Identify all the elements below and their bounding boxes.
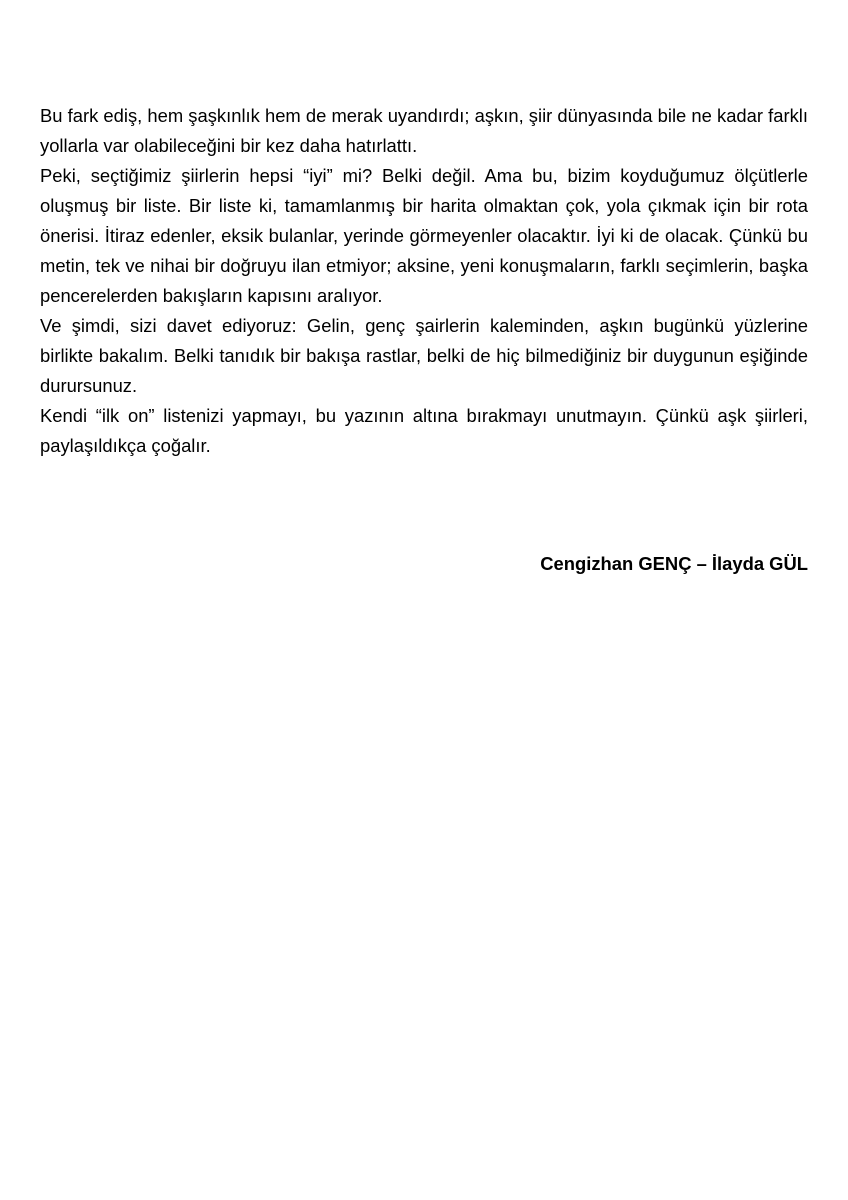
- author-signature: Cengizhan GENÇ – İlayda GÜL: [540, 553, 808, 574]
- body-text: [40, 101, 808, 461]
- paragraph-3: Ve şimdi, sizi davet ediyoruz: Gelin, genç şairlerin kaleminden, aşkın bugünkü yüzlerine birlikte bakalım. Belki tanıdık bir bakışa rastlar, belki de hiç bilmediğiniz bir duygunun eşiğinde durursunuz.: [40, 315, 808, 396]
- paragraph-1: Bu fark ediş, hem şaşkınlık hem de merak uyandırdı; aşkın, şiir dünyasında bile ne kadar farklı yollarla var olabileceğini bir kez daha hatırlattı.: [40, 105, 808, 156]
- paragraph-4: Kendi “ilk on” listenizi yapmayı, bu yazının altına bırakmayı unutmayın. Çünkü aşk şiirleri, paylaşıldıkça çoğalır.: [40, 405, 808, 456]
- paragraph-2: Peki, seçtiğimiz şiirlerin hepsi “iyi” mi? Belki değil. Ama bu, bizim koyduğumuz ölçütlerle oluşmuş bir liste. Bir liste ki, tamamlanmış bir harita olmaktan çok, yola çıkmak için bir rota önerisi. İtiraz edenler, eksik bulanlar, yerinde görmeyenler olacaktır. İyi ki de olacak. Çünkü bu metin, tek ve nihai bir doğruyu ilan etmiyor; aksine, yeni konuşmaların, farklı seçimlerin, başka pencerelerden bakışların kapısını aralıyor.: [40, 165, 808, 306]
